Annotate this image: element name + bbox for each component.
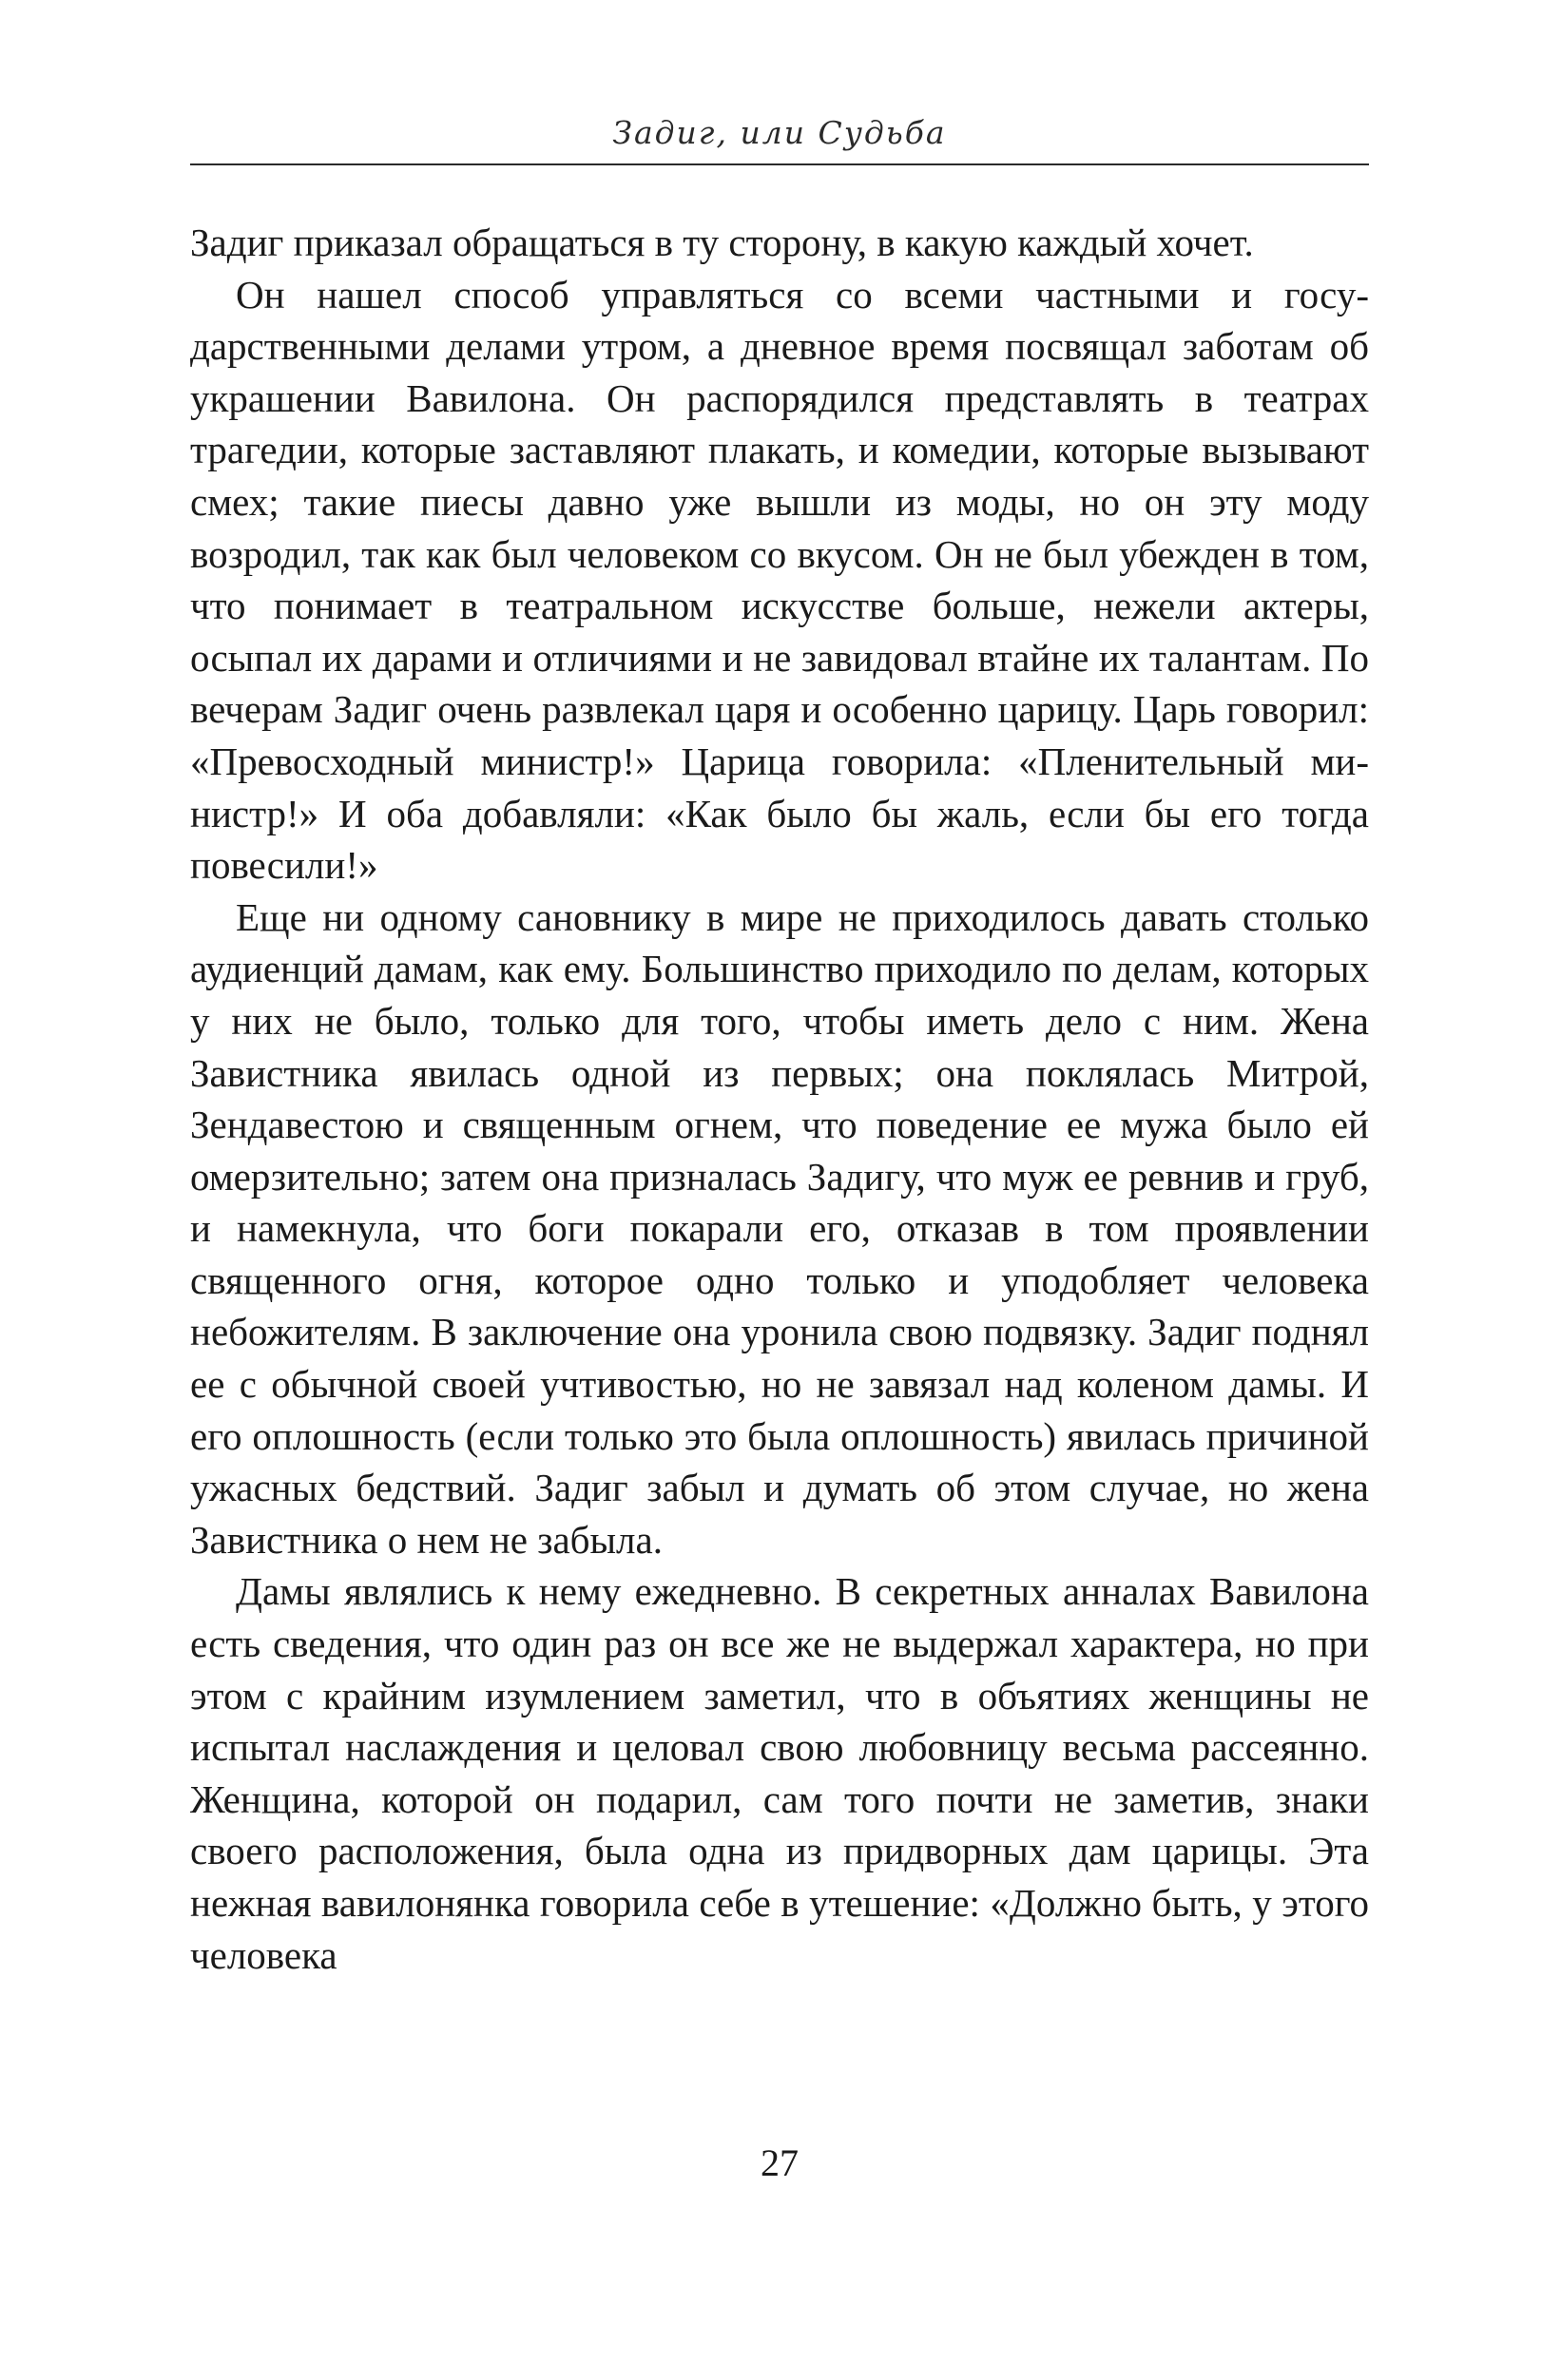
page-number: 27 [761,2141,799,2184]
paragraph: Задиг приказал обращаться в ту сторону, в какую каждый хочет. [190,221,1254,264]
header-rule [190,163,1369,165]
paragraph: Еще ни одному сановнику в мире не приходилось давать столько аудиенций дамам, как ему. Большинство приходило по делам, которых у них не было, только для того, чтобы иметь дело с ним. Жена Завистника явилась одной из первых; она поклялась Митрой, Зендавестою и священным огнем, что поведение ее мужа было ей омерзительно; затем она призналась Задигу, что муж ее ревнив и груб, и намекнула, что боги покарали его, отказав в том проявлении священного огня, которое одно только и уподобляет человека небожителям. В заключение она уронила свою подвязку. Задиг поднял ее с обычной своей учтивостью, но не завязал над коленом дамы. И его оплошность (если только это была оплошность) явилась причиной ужасных бедствий. Задиг забыл и думать об этом случае, но жена Завистника о нем не забыла. [190,894,1369,1562]
text-body [190,217,1369,1981]
paragraph: Он нашел способ управляться со всеми частными и государственными делами утром, а дневное время посвящал заботам об украшении Вавилона. Он распорядился представлять в театрах трагедии, которые заставляют плакать, и комедии, которые вызывают смех; такие пиесы давно уже вышли из моды, но он эту моду возродил, так как был человеком со вкусом. Он не был убежден в том, что понимает в театральном искусстве больше, нежели актеры, осыпал их дарами и отличиями и не завидовал втайне их талантам. По вечерам Задиг очень развлекал царя и особенно царицу. Царь говорил: «Превосходный министр!» Царица говорила: «Пленительный министр!» И оба добавляли: «Как было бы жаль, если бы его тогда повесили!» [190,272,1369,888]
paragraph: Дамы являлись к нему ежедневно. В секретных анналах Вавилона есть сведения, что один раз он все же не выдержал характера, но при этом с крайним изумлением заметил, что в объятиях женщины не испытал наслаждения и целовал свою любовницу весьма рассеянно. Женщина, которой он подарил, сам того почти не заметив, знаки своего расположения, была одна из придворных дам царицы. Эта нежная вавилонянка говорила себе в утешение: «Должно быть, у этого человека [190,1569,1369,1977]
running-title: Задиг, или Судьба [612,114,947,151]
